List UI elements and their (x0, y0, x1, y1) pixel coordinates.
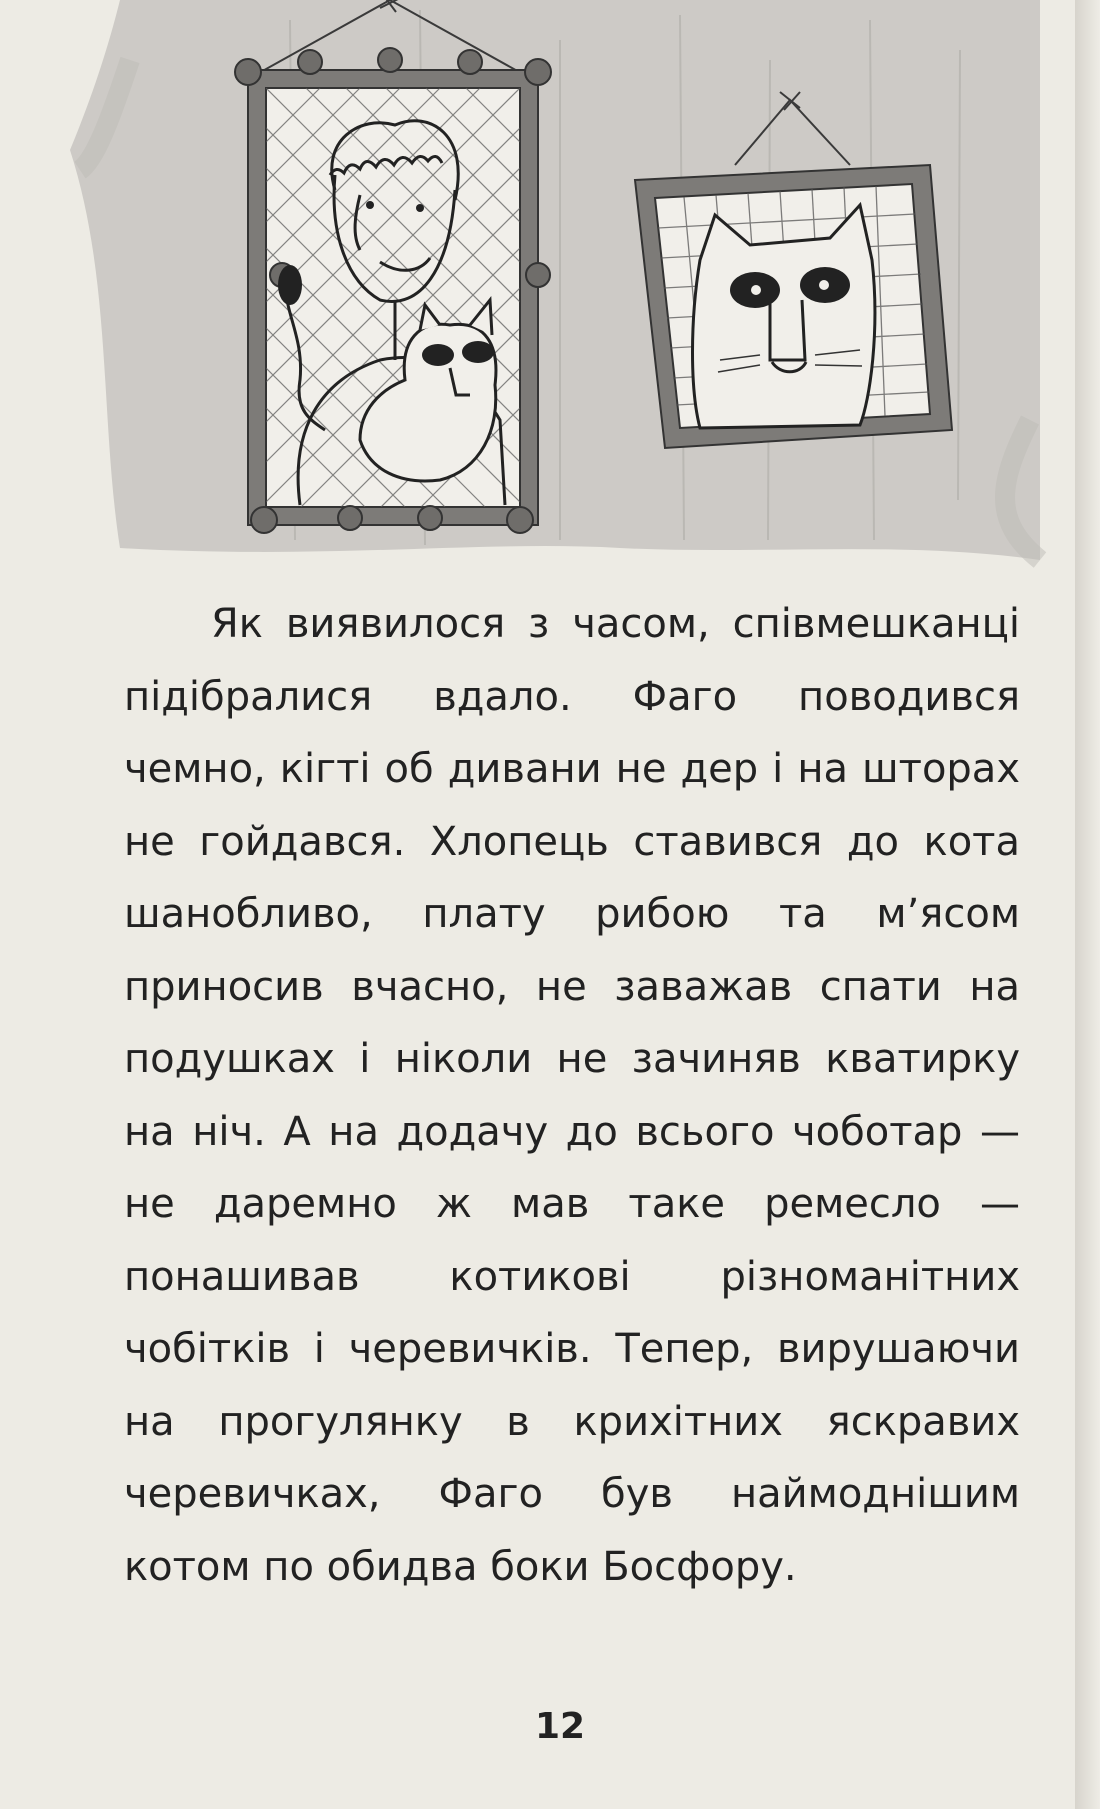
left-portrait-frame (226, 0, 551, 533)
page-number: 12 (534, 1706, 586, 1747)
paragraph: Як виявилося з часом, співмешканці підібралися вдало. Фаго поводився чемно, кігті об дивани не дер і на шторах не гойдався. Хлопець ставився до кота шанобливо, плату рибою та м’ясом приносив вчасно, не заважав спати на подушках і ніколи не зачиняв кватирку на ніч. А на додачу до всього чоботар — не даремно ж мав таке ремесло — понашивав котикові різноманітних чобітків і черевичків. Тепер, вирушаючи на прогулянку в крихітних яскравих черевичках, Фаго був наймоднішим котом по обидва боки Босфору. (124, 601, 1020, 1590)
body-text (124, 588, 1020, 1603)
page-edge (1075, 0, 1100, 1809)
illustration-portraits (0, 0, 1075, 590)
